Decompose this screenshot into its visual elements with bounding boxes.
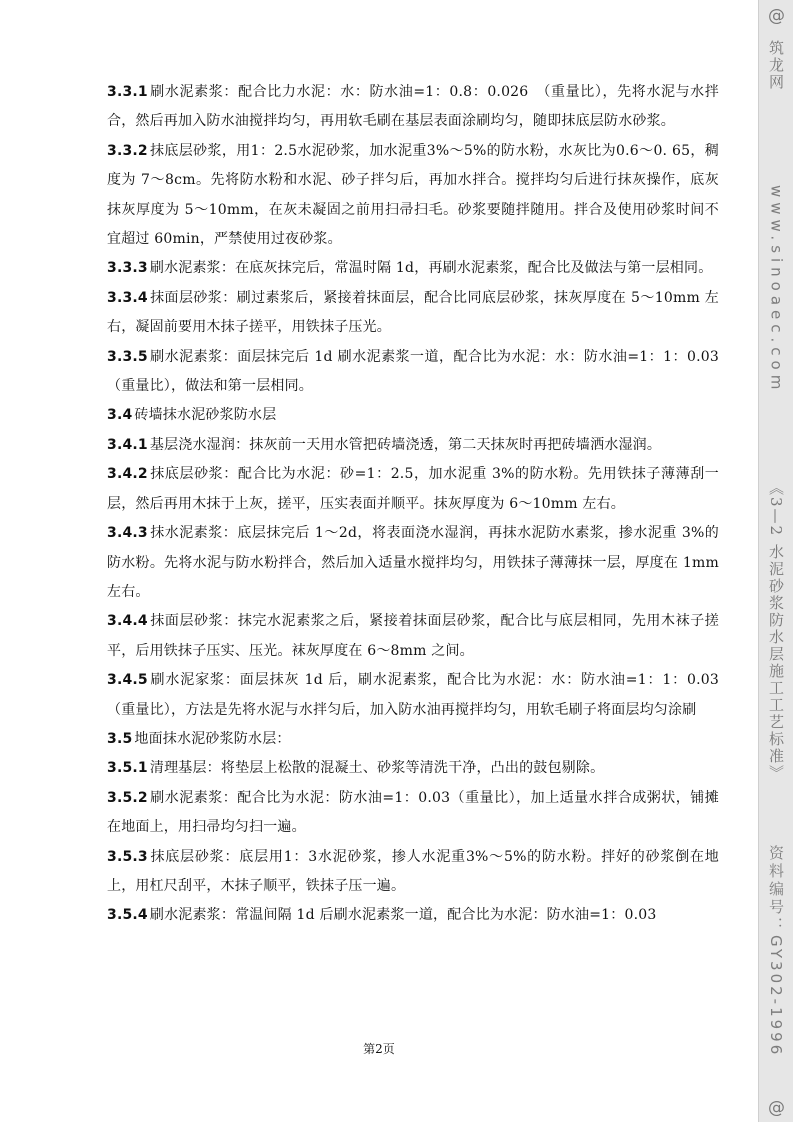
- clause-number: 3.4.5: [107, 672, 148, 689]
- clause-number: 3.4: [107, 407, 133, 424]
- list-item: [107, 78, 719, 137]
- list-item: [107, 784, 719, 843]
- at-sign-icon: @: [768, 6, 785, 26]
- section-heading: [107, 725, 719, 754]
- clause-text: 抹底层砂浆，用1：2.5水泥砂浆，加水泥重3%～5%的防水粉，水灰比为0.6～0. 65，稠度为 7～8cm。先将防水粉和水泥、砂子拌匀后，再加水拌合。搅拌均匀后进行抹灰操作，底灰抹灰厚度为 5～10mm，在灰未凝固之前用扫帚扫毛。砂浆要随拌随用。拌合及使用砂浆时间不宜超过 60min，严禁使用过夜砂浆。: [107, 142, 719, 248]
- clause-number: 3.4.3: [107, 525, 148, 542]
- clause-number: 3.5.3: [107, 848, 148, 865]
- list-item: [107, 431, 719, 460]
- clause-number: 3.4.4: [107, 613, 148, 630]
- list-item: [107, 754, 719, 783]
- clause-text: 清理基层：将垫层上松散的混凝土、砂浆等清洗干净，凸出的鼓包剔除。: [149, 760, 605, 777]
- clause-number: 3.3.3: [107, 260, 148, 277]
- clause-text: 抹水泥素浆：底层抹完后 1～2d，将表面浇水湿润，再抹水泥防水素浆，掺水泥重 3%的防水粉。先将水泥与防水粉拌合，然后加入适量水搅拌均匀，用铁抹子薄薄抹一层，厚度在 1mm 左右。: [107, 525, 719, 600]
- clause-number: 3.4.2: [107, 466, 148, 483]
- clause-text: 抹面层砂浆：刷过素浆后，紧接着抹面层，配合比同底层砂浆，抹灰厚度在 5～10mm 左右，凝固前要用木抹子搓平，用铁抹子压光。: [107, 289, 719, 336]
- clause-number: 3.5.1: [107, 760, 148, 777]
- list-item: [107, 666, 734, 725]
- clause-number: 3.5.2: [107, 789, 148, 806]
- sidebar-url: www.sinoaec.com: [767, 185, 786, 395]
- list-item: [107, 137, 719, 255]
- clause-text: 刷水泥素浆：在底灰抹完后，常温时隔 1d，再刷水泥素浆，配合比及做法与第一层相同。: [149, 260, 713, 277]
- list-item: [107, 343, 719, 402]
- clause-number: 3.5.4: [107, 907, 148, 924]
- sidebar-watermark: [758, 0, 793, 1122]
- list-item: [107, 460, 719, 519]
- list-item: [107, 607, 719, 666]
- document-body: [107, 78, 734, 931]
- clause-text: 抹面层砂浆：抹完水泥素浆之后，紧接着抹面层砂浆，配合比与底层相同，先用木袜子搓平，后用铁抹子压实、压光。袜灰厚度在 6～8mm 之间。: [107, 613, 719, 659]
- section-heading: [107, 401, 719, 430]
- clause-number: 3.3.4: [107, 289, 148, 306]
- clause-text: 抹底层砂浆：配合比为水泥：砂=1：2.5，加水泥重 3%的防水粉。先用铁抹子薄薄刮一层，然后再用木抹于上灰，搓平，压实表面并顺平。抹灰厚度为 6～10mm 左右。: [107, 466, 719, 512]
- clause-text: 刷水泥家浆：面层抹灰 1d 后，刷水泥素浆，配合比为水泥：水：防水油=1：1：0.03 （重量比），方法是先将水泥与水拌匀后，加入防水油再搅拌均匀，用软毛刷子将面层均匀涂刷: [107, 672, 734, 718]
- sidebar-site-name: 筑龙网: [767, 40, 785, 91]
- clause-text: 刷水泥素浆：面层抹完后 1d 刷水泥素浆一道，配合比为水泥：水：防水油=1：1：0.03（重量比），做法和第一层相同。: [107, 348, 719, 395]
- clause-number: 3.4.1: [107, 436, 148, 453]
- clause-text: 刷水泥素浆：配合比力水泥：水：防水油=1：0.8：0.026 （重量比），先将水泥与水拌合，然后再加入防水油搅拌均匀，再用软毛刷在基层表面涂刷均匀，随即抹底层防水砂浆。: [107, 84, 719, 130]
- heading-text: 砖墙抹水泥砂浆防水层: [134, 407, 277, 424]
- clause-number: 3.3.2: [107, 142, 148, 159]
- clause-text: 刷水泥素浆：常温间隔 1d 后刷水泥素浆一道，配合比为水泥：防水油=1：0.03: [149, 907, 657, 924]
- list-item: [107, 519, 719, 607]
- list-item: [107, 284, 719, 343]
- list-item: [107, 254, 719, 283]
- clause-number: 3.3.5: [107, 348, 148, 365]
- clause-text: 基层浇水湿润：抹灰前一天用水管把砖墙浇透，第二天抹灰时再把砖墙洒水湿润。: [149, 436, 662, 453]
- list-item: [107, 901, 719, 930]
- clause-text: 抹底层砂浆：底层用1：3水泥砂浆，掺人水泥重3%～5%的防水粉。拌好的砂浆倒在地上，用杠尺刮平，木抹子顺平，铁抹子压一遍。: [107, 848, 719, 894]
- clause-text: 刷水泥素浆：配合比为水泥：防水油=1：0.03（重量比），加上适量水拌合成粥状，铺摊在地面上，用扫帚均匀扫一遍。: [107, 789, 719, 836]
- clause-number: 3.5: [107, 730, 133, 747]
- at-sign-icon: @: [768, 1098, 785, 1118]
- list-item: [107, 843, 719, 902]
- sidebar-document-code: 资料编号：GY302-1996: [767, 845, 785, 1058]
- heading-text: 地面抹水泥砂浆防水层：: [134, 730, 291, 747]
- clause-number: 3.3.1: [107, 84, 148, 100]
- page-number: 第2页: [363, 1042, 395, 1056]
- sidebar-document-title: 《3—2 水泥砂浆防水层施工工艺标准》: [767, 480, 785, 782]
